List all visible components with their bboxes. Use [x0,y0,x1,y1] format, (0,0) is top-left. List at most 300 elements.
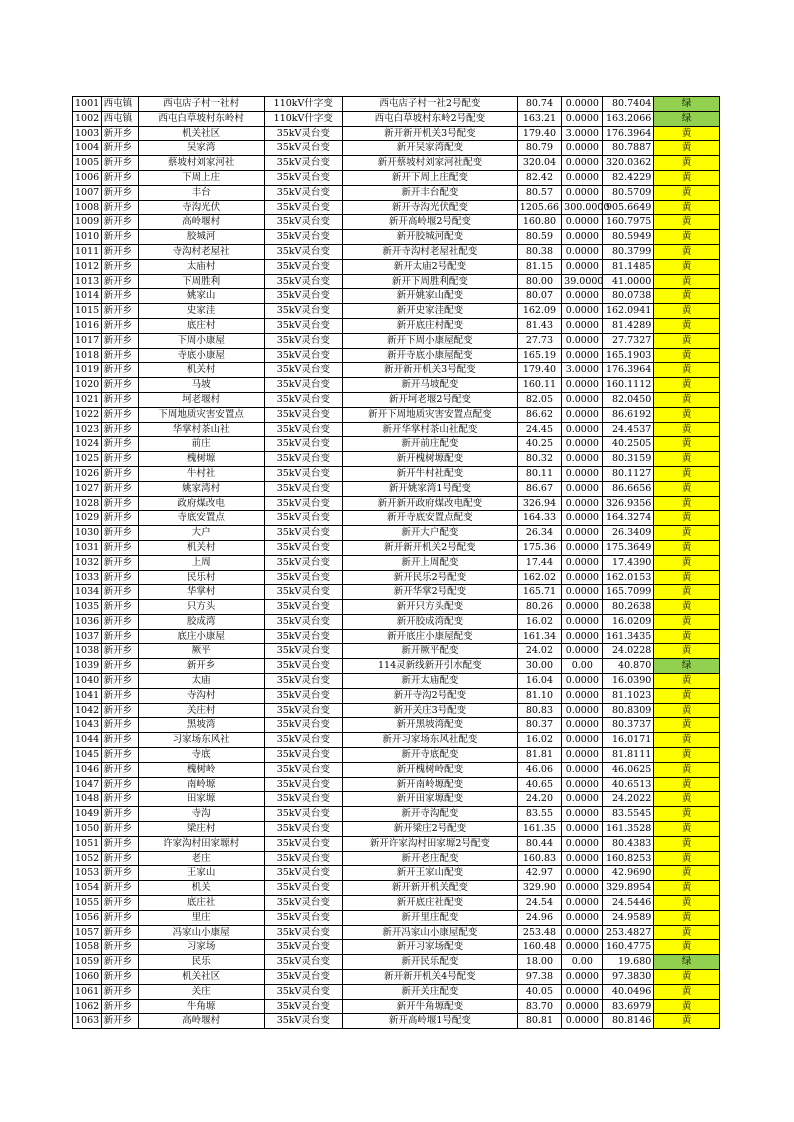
village-cell: 机关村 [138,363,264,378]
row-id-cell: 1060 [73,970,102,985]
value2-cell: 0.0000 [562,185,603,200]
row-id-cell: 1034 [73,585,102,600]
village-cell: 太庙 [138,674,264,689]
status-cell: 绿 [654,97,720,112]
village-cell: 下周胜利 [138,274,264,289]
value2-cell: 0.0000 [562,674,603,689]
value3-cell: 162.0941 [603,304,654,319]
township-cell: 新开乡 [101,363,138,378]
township-cell: 新开乡 [101,762,138,777]
row-id-cell: 1043 [73,718,102,733]
village-cell: 牛村社 [138,466,264,481]
capacity-cell: 80.11 [517,466,561,481]
village-cell: 牛角塬 [138,999,264,1014]
value2-cell: 0.0000 [562,748,603,763]
village-cell: 大户 [138,526,264,541]
capacity-cell: 81.81 [517,748,561,763]
value3-cell: 42.9690 [603,866,654,881]
row-id-cell: 1024 [73,437,102,452]
township-cell: 新开乡 [101,481,138,496]
village-cell: 胶城河 [138,230,264,245]
capacity-cell: 86.67 [517,481,561,496]
township-cell: 新开乡 [101,836,138,851]
capacity-cell: 80.37 [517,718,561,733]
substation-cell: 35kV灵台变 [264,200,342,215]
substation-cell: 35kV灵台变 [264,836,342,851]
row-id-cell: 1061 [73,984,102,999]
row-id-cell: 1016 [73,318,102,333]
status-cell: 黄 [654,333,720,348]
status-cell: 黄 [654,422,720,437]
capacity-cell: 162.02 [517,570,561,585]
table-row [73,910,720,925]
status-cell: 黄 [654,836,720,851]
substation-cell: 35kV灵台变 [264,940,342,955]
value3-cell: 82.0450 [603,392,654,407]
value2-cell: 0.0000 [562,437,603,452]
transformer-cell: 新开胶城河配变 [342,230,517,245]
value3-cell: 176.3964 [603,126,654,141]
status-cell: 黄 [654,807,720,822]
capacity-cell: 97.38 [517,970,561,985]
row-id-cell: 1041 [73,688,102,703]
village-cell: 冯家山小康屋 [138,925,264,940]
value3-cell: 176.3964 [603,363,654,378]
table-row [73,111,720,126]
township-cell: 新开乡 [101,644,138,659]
substation-cell: 35kV灵台变 [264,348,342,363]
status-cell: 黄 [654,274,720,289]
row-id-cell: 1007 [73,185,102,200]
value3-cell: 24.0228 [603,644,654,659]
table-row [73,718,720,733]
township-cell: 新开乡 [101,526,138,541]
village-cell: 许家沟村田家塬村 [138,836,264,851]
township-cell: 新开乡 [101,970,138,985]
table-row [73,629,720,644]
transformer-cell: 新开丰台配变 [342,185,517,200]
table-row [73,1014,720,1029]
transformer-cell: 新开牛角塬配变 [342,999,517,1014]
row-id-cell: 1017 [73,333,102,348]
data-table [72,96,720,1029]
value3-cell: 161.3528 [603,822,654,837]
village-cell: 太庙村 [138,259,264,274]
value3-cell: 162.0153 [603,570,654,585]
substation-cell: 35kV灵台变 [264,244,342,259]
township-cell: 新开乡 [101,318,138,333]
value3-cell: 81.8111 [603,748,654,763]
capacity-cell: 80.74 [517,97,561,112]
row-id-cell: 1058 [73,940,102,955]
township-cell: 新开乡 [101,230,138,245]
transformer-cell: 新开马坡配变 [342,378,517,393]
substation-cell: 35kV灵台变 [264,629,342,644]
transformer-cell: 新开前庄配变 [342,437,517,452]
value2-cell: 0.0000 [562,511,603,526]
substation-cell: 35kV灵台变 [264,185,342,200]
status-cell: 黄 [654,674,720,689]
value3-cell: 81.4289 [603,318,654,333]
village-cell: 寺底小康屋 [138,348,264,363]
value3-cell: 41.0000 [603,274,654,289]
status-cell: 黄 [654,452,720,467]
value2-cell: 0.0000 [562,526,603,541]
township-cell: 新开乡 [101,496,138,511]
township-cell: 新开乡 [101,141,138,156]
table-row [73,141,720,156]
table-row [73,614,720,629]
substation-cell: 35kV灵台变 [264,511,342,526]
capacity-cell: 161.35 [517,822,561,837]
value3-cell: 40.0496 [603,984,654,999]
value3-cell: 24.4537 [603,422,654,437]
substation-cell: 35kV灵台变 [264,259,342,274]
substation-cell: 35kV灵台变 [264,274,342,289]
value2-cell: 0.0000 [562,570,603,585]
capacity-cell: 30.00 [517,659,561,674]
value2-cell: 0.0000 [562,762,603,777]
transformer-cell: 新开大户配变 [342,526,517,541]
village-cell: 坷老堰村 [138,392,264,407]
village-cell: 下周上庄 [138,170,264,185]
row-id-cell: 1012 [73,259,102,274]
capacity-cell: 160.11 [517,378,561,393]
value3-cell: 40.2505 [603,437,654,452]
value3-cell: 80.0738 [603,289,654,304]
village-cell: 关庄村 [138,703,264,718]
row-id-cell: 1045 [73,748,102,763]
status-cell: 黄 [654,437,720,452]
substation-cell: 35kV灵台变 [264,792,342,807]
status-cell: 黄 [654,481,720,496]
substation-cell: 35kV灵台变 [264,733,342,748]
township-cell: 新开乡 [101,200,138,215]
status-cell: 黄 [654,570,720,585]
value2-cell: 0.0000 [562,970,603,985]
village-cell: 只方头 [138,600,264,615]
village-cell: 关庄 [138,984,264,999]
value2-cell: 0.0000 [562,111,603,126]
capacity-cell: 160.48 [517,940,561,955]
township-cell: 新开乡 [101,392,138,407]
table-row [73,156,720,171]
status-cell: 黄 [654,244,720,259]
transformer-cell: 新开华掌2号配变 [342,585,517,600]
table-row [73,644,720,659]
substation-cell: 35kV灵台变 [264,851,342,866]
township-cell: 新开乡 [101,718,138,733]
table-row [73,703,720,718]
capacity-cell: 17.44 [517,555,561,570]
row-id-cell: 1054 [73,881,102,896]
value2-cell: 0.0000 [562,304,603,319]
value2-cell: 0.0000 [562,896,603,911]
table-row [73,496,720,511]
value3-cell: 80.5949 [603,230,654,245]
township-cell: 新开乡 [101,259,138,274]
status-cell: 黄 [654,540,720,555]
substation-cell: 35kV灵台变 [264,925,342,940]
status-cell: 黄 [654,762,720,777]
value3-cell: 83.6979 [603,999,654,1014]
row-id-cell: 1018 [73,348,102,363]
row-id-cell: 1023 [73,422,102,437]
transformer-cell: 新开寺沟配变 [342,807,517,822]
capacity-cell: 81.10 [517,688,561,703]
value3-cell: 24.9589 [603,910,654,925]
row-id-cell: 1014 [73,289,102,304]
township-cell: 新开乡 [101,866,138,881]
row-id-cell: 1031 [73,540,102,555]
substation-cell: 35kV灵台变 [264,392,342,407]
value3-cell: 80.3159 [603,452,654,467]
transformer-cell: 新开坷老堰2号配变 [342,392,517,407]
table-row [73,378,720,393]
value3-cell: 97.3830 [603,970,654,985]
transformer-cell: 新开姚家山配变 [342,289,517,304]
substation-cell: 35kV灵台变 [264,822,342,837]
village-cell: 机关村 [138,540,264,555]
township-cell: 新开乡 [101,348,138,363]
value2-cell: 0.0000 [562,452,603,467]
value2-cell: 0.0000 [562,777,603,792]
substation-cell: 35kV灵台变 [264,762,342,777]
village-cell: 上周 [138,555,264,570]
table-row [73,807,720,822]
transformer-cell: 新开寺底小康屋配变 [342,348,517,363]
table-row [73,836,720,851]
village-cell: 寺沟光伏 [138,200,264,215]
village-cell: 习家场东风社 [138,733,264,748]
transformer-cell: 新开底庄小康屋配变 [342,629,517,644]
value2-cell: 0.0000 [562,422,603,437]
transformer-cell: 新开新开机关2号配变 [342,540,517,555]
village-cell: 史家洼 [138,304,264,319]
status-cell: 黄 [654,304,720,319]
row-id-cell: 1040 [73,674,102,689]
capacity-cell: 80.26 [517,600,561,615]
township-cell: 新开乡 [101,807,138,822]
row-id-cell: 1052 [73,851,102,866]
table-row [73,970,720,985]
township-cell: 新开乡 [101,244,138,259]
village-cell: 高岭堰村 [138,215,264,230]
row-id-cell: 1001 [73,97,102,112]
transformer-cell: 新开史家洼配变 [342,304,517,319]
transformer-cell: 西屯店子村一社2号配变 [342,97,517,112]
value2-cell: 0.0000 [562,141,603,156]
value3-cell: 19.680 [603,955,654,970]
capacity-cell: 165.19 [517,348,561,363]
table-row [73,407,720,422]
value3-cell: 253.4827 [603,925,654,940]
status-cell: 黄 [654,600,720,615]
substation-cell: 35kV灵台变 [264,540,342,555]
status-cell: 黄 [654,940,720,955]
transformer-cell: 新开厥平配变 [342,644,517,659]
status-cell: 黄 [654,126,720,141]
capacity-cell: 253.48 [517,925,561,940]
status-cell: 黄 [654,378,720,393]
capacity-cell: 81.15 [517,259,561,274]
capacity-cell: 24.02 [517,644,561,659]
value3-cell: 40.6513 [603,777,654,792]
capacity-cell: 80.81 [517,1014,561,1029]
township-cell: 新开乡 [101,422,138,437]
row-id-cell: 1029 [73,511,102,526]
table-row [73,999,720,1014]
value2-cell: 0.0000 [562,555,603,570]
township-cell: 新开乡 [101,703,138,718]
table-row [73,570,720,585]
table-row [73,674,720,689]
value2-cell: 0.0000 [562,333,603,348]
substation-cell: 35kV灵台变 [264,910,342,925]
substation-cell: 35kV灵台变 [264,748,342,763]
value2-cell: 0.0000 [562,881,603,896]
township-cell: 新开乡 [101,792,138,807]
table-row [73,733,720,748]
township-cell: 新开乡 [101,289,138,304]
township-cell: 新开乡 [101,452,138,467]
table-row [73,792,720,807]
village-cell: 华掌村茶山社 [138,422,264,437]
value3-cell: 80.3737 [603,718,654,733]
value2-cell: 0.0000 [562,851,603,866]
capacity-cell: 27.73 [517,333,561,348]
substation-cell: 35kV灵台变 [264,600,342,615]
township-cell: 新开乡 [101,614,138,629]
value3-cell: 80.7404 [603,97,654,112]
status-cell: 黄 [654,614,720,629]
substation-cell: 35kV灵台变 [264,807,342,822]
value2-cell: 0.0000 [562,792,603,807]
transformer-cell: 新开梁庄2号配变 [342,822,517,837]
table-row [73,466,720,481]
value3-cell: 26.3409 [603,526,654,541]
status-cell: 黄 [654,289,720,304]
transformer-cell: 新开寺沟2号配变 [342,688,517,703]
row-id-cell: 1026 [73,466,102,481]
capacity-cell: 16.02 [517,614,561,629]
capacity-cell: 40.25 [517,437,561,452]
township-cell: 新开乡 [101,407,138,422]
substation-cell: 35kV灵台变 [264,881,342,896]
village-cell: 马坡 [138,378,264,393]
value2-cell: 0.0000 [562,230,603,245]
transformer-cell: 新开寺底配变 [342,748,517,763]
value2-cell: 0.0000 [562,97,603,112]
substation-cell: 35kV灵台变 [264,496,342,511]
value3-cell: 81.1023 [603,688,654,703]
transformer-cell: 新开习家场东风社配变 [342,733,517,748]
village-cell: 寺底 [138,748,264,763]
row-id-cell: 1020 [73,378,102,393]
township-cell: 新开乡 [101,185,138,200]
table-row [73,555,720,570]
table-row [73,881,720,896]
table-row [73,437,720,452]
status-cell: 黄 [654,555,720,570]
capacity-cell: 80.07 [517,289,561,304]
status-cell: 黄 [654,703,720,718]
transformer-cell: 新开冯家山小康屋配变 [342,925,517,940]
table-row [73,896,720,911]
capacity-cell: 165.71 [517,585,561,600]
township-cell: 新开乡 [101,466,138,481]
transformer-cell: 新开关庄3号配变 [342,703,517,718]
township-cell: 新开乡 [101,984,138,999]
village-cell: 机关社区 [138,970,264,985]
status-cell: 黄 [654,970,720,985]
township-cell: 新开乡 [101,555,138,570]
value2-cell: 0.0000 [562,836,603,851]
township-cell: 新开乡 [101,910,138,925]
value2-cell: 0.0000 [562,378,603,393]
status-cell: 黄 [654,688,720,703]
status-cell: 黄 [654,999,720,1014]
substation-cell: 35kV灵台变 [264,170,342,185]
substation-cell: 35kV灵台变 [264,156,342,171]
value2-cell: 0.0000 [562,822,603,837]
substation-cell: 35kV灵台变 [264,318,342,333]
transformer-cell: 新开寺沟村老屋社配变 [342,244,517,259]
table-row [73,526,720,541]
value3-cell: 320.0362 [603,156,654,171]
township-cell: 新开乡 [101,896,138,911]
transformer-cell: 新开黑坡湾配变 [342,718,517,733]
transformer-cell: 新开吴家湾配变 [342,141,517,156]
value3-cell: 80.1127 [603,466,654,481]
status-cell: 黄 [654,1014,720,1029]
row-id-cell: 1030 [73,526,102,541]
substation-cell: 35kV灵台变 [264,407,342,422]
township-cell: 新开乡 [101,511,138,526]
value2-cell: 0.0000 [562,733,603,748]
status-cell: 黄 [654,392,720,407]
table-row [73,688,720,703]
township-cell: 新开乡 [101,748,138,763]
row-id-cell: 1033 [73,570,102,585]
township-cell: 新开乡 [101,674,138,689]
status-cell: 黄 [654,141,720,156]
value2-cell: 0.0000 [562,614,603,629]
value3-cell: 80.5709 [603,185,654,200]
row-id-cell: 1039 [73,659,102,674]
status-cell: 黄 [654,407,720,422]
capacity-cell: 24.45 [517,422,561,437]
village-cell: 姚家湾村 [138,481,264,496]
substation-cell: 35kV灵台变 [264,999,342,1014]
status-cell: 绿 [654,659,720,674]
capacity-cell: 80.59 [517,230,561,245]
transformer-cell: 新开高岭堰2号配变 [342,215,517,230]
status-cell: 黄 [654,215,720,230]
substation-cell: 35kV灵台变 [264,526,342,541]
value3-cell: 905.6649 [603,200,654,215]
value3-cell: 326.9356 [603,496,654,511]
substation-cell: 110kV什字变 [264,97,342,112]
transformer-cell: 新开槐树塬配变 [342,452,517,467]
status-cell: 黄 [654,644,720,659]
township-cell: 新开乡 [101,570,138,585]
row-id-cell: 1048 [73,792,102,807]
table-row [73,925,720,940]
capacity-cell: 18.00 [517,955,561,970]
township-cell: 西屯镇 [101,111,138,126]
capacity-cell: 80.83 [517,703,561,718]
